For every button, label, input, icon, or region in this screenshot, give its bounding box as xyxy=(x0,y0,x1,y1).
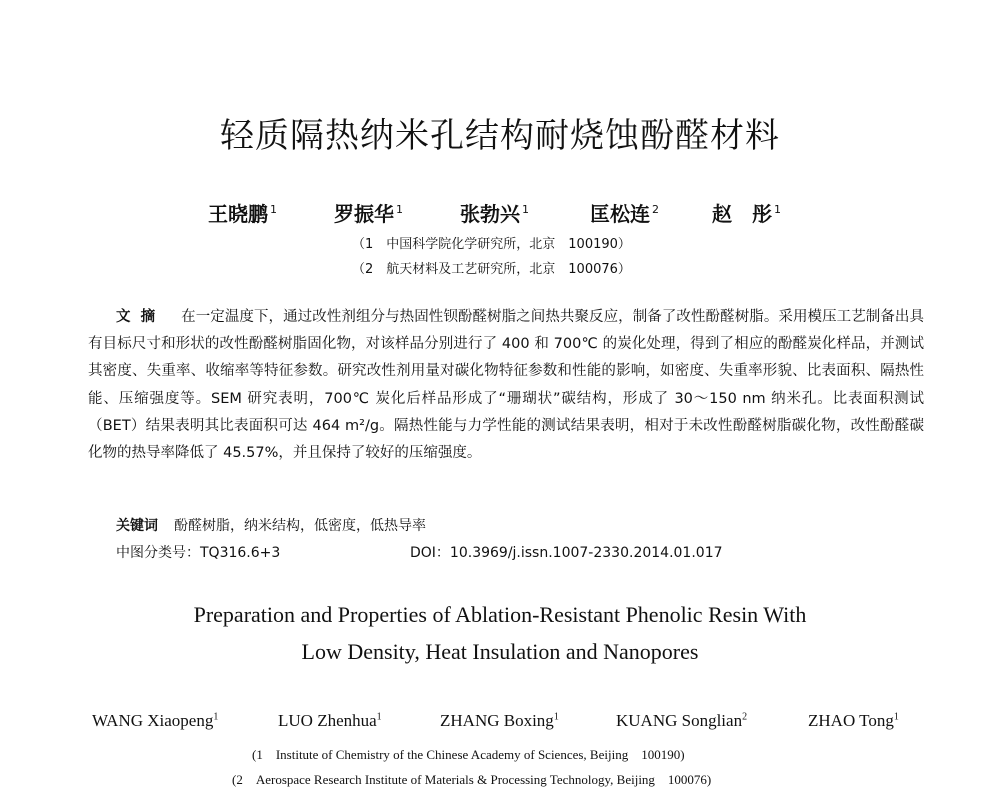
cn-affiliation-2: （2 航天材料及工艺研究所，北京 100076） xyxy=(352,262,631,277)
en-author-4: KUANG Songlian$^2$ xyxy=(616,711,748,730)
en-affiliation-1: (1 Institute of Chemistry of the Chinese Academy of Sciences, Beijing 100190) xyxy=(252,747,685,762)
keywords-text: 酚醛树脂，纳米结构，低密度，低热导率 xyxy=(174,518,426,534)
en-affiliation-2: (2 Aerospace Research Institute of Materials & Processing Technology, Beijing 100076) xyxy=(232,772,712,787)
abstract-text: 在一定温度下，通过改性剂组分与热固性钡酚醛树脂之间热共聚反应，制备了改性酚醛树脂。采用模压工艺制备出具有目标尺寸和形状的改性酚醛树脂固化物，对该样品分别进行了 400 和 700℃ 的炭化处理，得到了相应的酚醛炭化样品，并测试其密度、失重率、收缩率等特征参数。研究改性剂用量对碳化物特征参数和性能的影响，如密度、失重率形貌、比表面积、隔热性能、压缩强度等。SEM 研究表明，700℃ 炭化后样品形成了“珊瑚状”碳结构，形成了 30～150 nm 纳米孔。比表面积测试（BET）结果表明其比表面积可达 464 m²/g。隔热性能与力学性能的测试结果表明，相对于未改性酚醛树脂碳化物，改性酚醛碳化物的热导率降低了 45.57%，并且保持了较好的压缩强度。 xyxy=(88,309,925,462)
en-author-2: LUO Zhenhua$^1$ xyxy=(278,711,382,730)
english-title-line-1: Preparation and Properties of Ablation-Resistant Phenolic Resin With xyxy=(193,602,807,627)
classification-number: 中图分类号：TQ316.6+3 xyxy=(116,545,281,561)
en-author-1: WANG Xiaopeng$^1$ xyxy=(92,711,219,730)
keywords xyxy=(116,515,426,535)
english-title-line-2: Low Density, Heat Insulation and Nanopores xyxy=(301,639,699,664)
abstract xyxy=(88,304,924,467)
cn-author-4: 匡松连 $^2$ xyxy=(590,202,659,226)
chinese-title: 轻质隔热纳米孔结构耐烧蚀酚醛材料 xyxy=(220,116,780,156)
keywords-label: 关键词 xyxy=(116,518,158,534)
cn-affiliation-1: （1 中国科学院化学研究所，北京 100190） xyxy=(352,237,631,252)
cn-author-2: 罗振华 $^1$ xyxy=(334,202,403,226)
cn-author-5: 赵 彤 $^1$ xyxy=(712,202,781,226)
en-author-5: ZHAO Tong$^1$ xyxy=(808,711,899,730)
english-title xyxy=(0,596,1000,670)
doi: DOI：10.3969/j.issn.1007-2330.2014.01.017 xyxy=(410,545,723,561)
abstract-label: 文摘 xyxy=(116,309,166,325)
cn-author-1: 王晓鹏 $^1$ xyxy=(208,202,277,226)
cn-author-3: 张勃兴 $^1$ xyxy=(460,202,529,226)
en-author-3: ZHANG Boxing$^1$ xyxy=(440,711,559,730)
